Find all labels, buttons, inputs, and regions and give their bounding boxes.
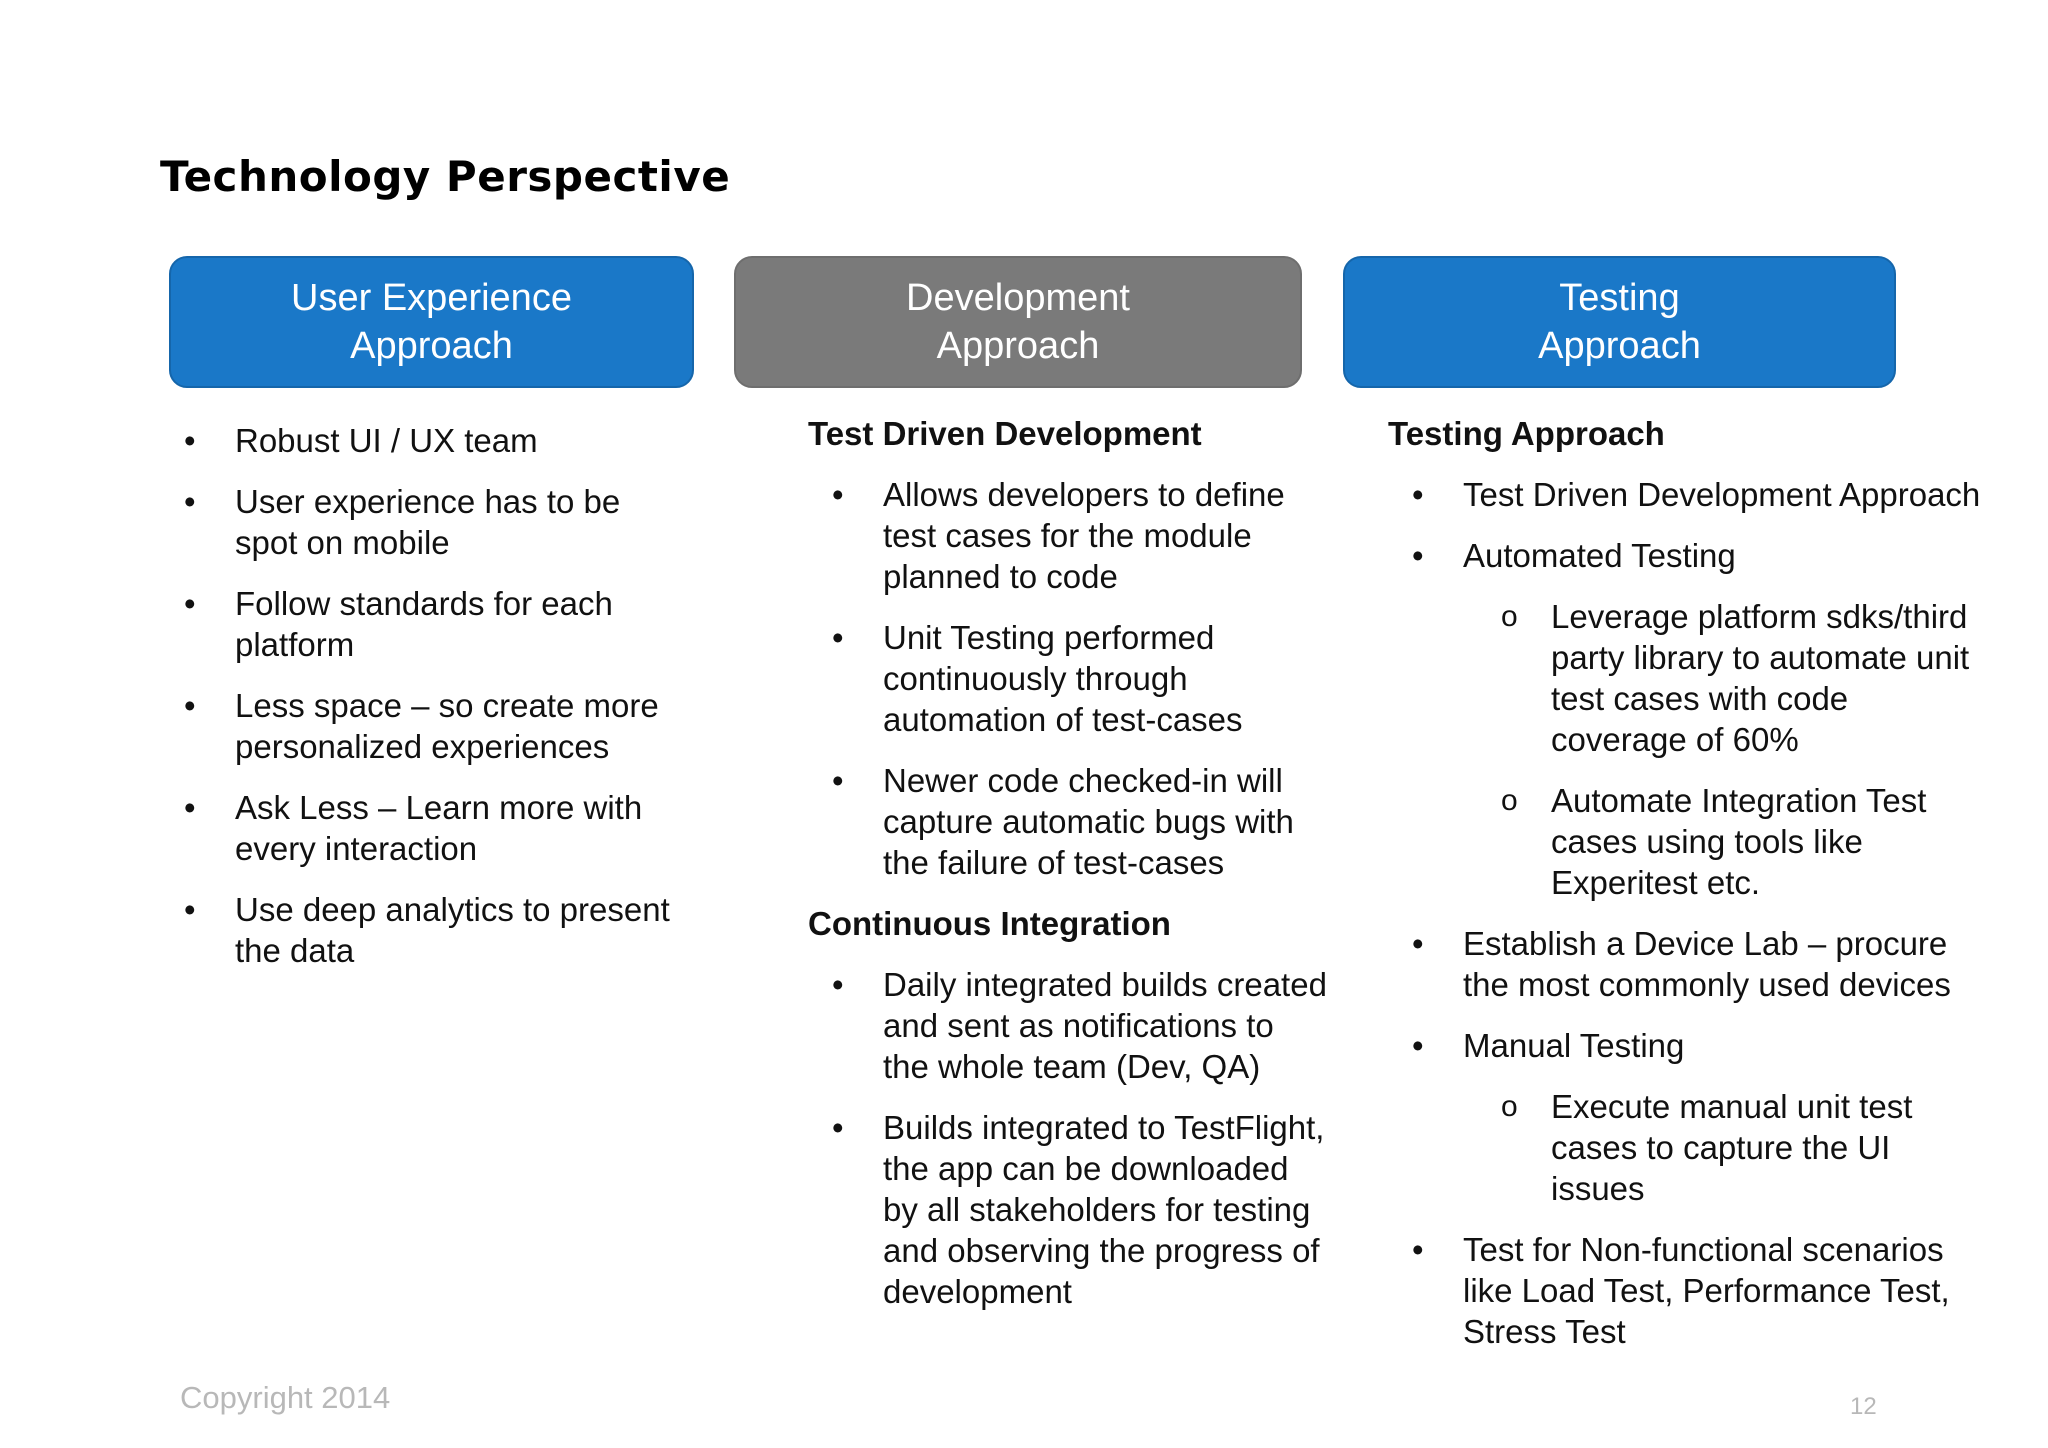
user-experience-column <box>160 420 690 991</box>
header-line: Approach <box>350 325 513 367</box>
list-item: • Manual Testing <box>1388 1025 1988 1066</box>
bullet-list <box>1388 474 1988 1352</box>
list-item: • Allows developers to define test cases for the module planned to code <box>808 474 1328 597</box>
section-heading: Test Driven Development <box>808 415 1202 452</box>
list-item: • Newer code checked-in will capture automatic bugs with the failure of test-cases <box>808 760 1328 883</box>
header-line: Testing <box>1559 277 1680 319</box>
list-item: • Builds integrated to TestFlight, the app can be downloaded by all stakeholders for testing and observing the progress of development <box>808 1107 1328 1312</box>
bullet-list <box>808 474 1328 883</box>
header-line: Approach <box>936 325 1100 367</box>
list-item: • Establish a Device Lab – procure the most commonly used devices <box>1388 923 1988 1005</box>
list-item: • Automated Testing <box>1388 535 1988 576</box>
testing-header <box>1343 256 1896 388</box>
page-number: 12 <box>1850 1393 1877 1420</box>
header-line: Development <box>906 277 1130 319</box>
header-line: Approach <box>1538 325 1701 367</box>
list-item: • Follow standards for each platform <box>160 583 690 665</box>
bullet-list <box>808 964 1328 1312</box>
sub-list-item: o Execute manual unit test cases to capture the UI issues <box>1388 1086 1988 1209</box>
section-heading: Continuous Integration <box>808 905 1171 942</box>
list-item: • User experience has to be spot on mobile <box>160 481 690 563</box>
copyright-text: Copyright 2014 <box>180 1380 391 1415</box>
development-header <box>734 256 1302 388</box>
header-line: User Experience <box>291 277 572 319</box>
sub-list-item: o Leverage platform sdks/third party library to automate unit test cases with code coverage of 60% <box>1388 596 1988 760</box>
list-item: • Unit Testing performed continuously through automation of test-cases <box>808 617 1328 740</box>
list-item: • Test for Non-functional scenarios like Load Test, Performance Test, Stress Test <box>1388 1229 1988 1352</box>
list-item: • Ask Less – Learn more with every interaction <box>160 787 690 869</box>
sub-list-item: o Automate Integration Test cases using tools like Experitest etc. <box>1388 780 1988 903</box>
development-column <box>808 413 1328 1332</box>
list-item: • Less space – so create more personalized experiences <box>160 685 690 767</box>
list-item: • Robust UI / UX team <box>160 420 690 461</box>
slide-title: Technology Perspective <box>160 152 731 201</box>
bullet-list <box>160 420 690 971</box>
list-item: • Test Driven Development Approach <box>1388 474 1988 515</box>
list-item: • Use deep analytics to present the data <box>160 889 690 971</box>
testing-column <box>1388 413 1988 1372</box>
section-heading: Testing Approach <box>1388 415 1665 452</box>
user-experience-header <box>169 256 694 388</box>
list-item: • Daily integrated builds created and sent as notifications to the whole team (Dev, QA) <box>808 964 1328 1087</box>
